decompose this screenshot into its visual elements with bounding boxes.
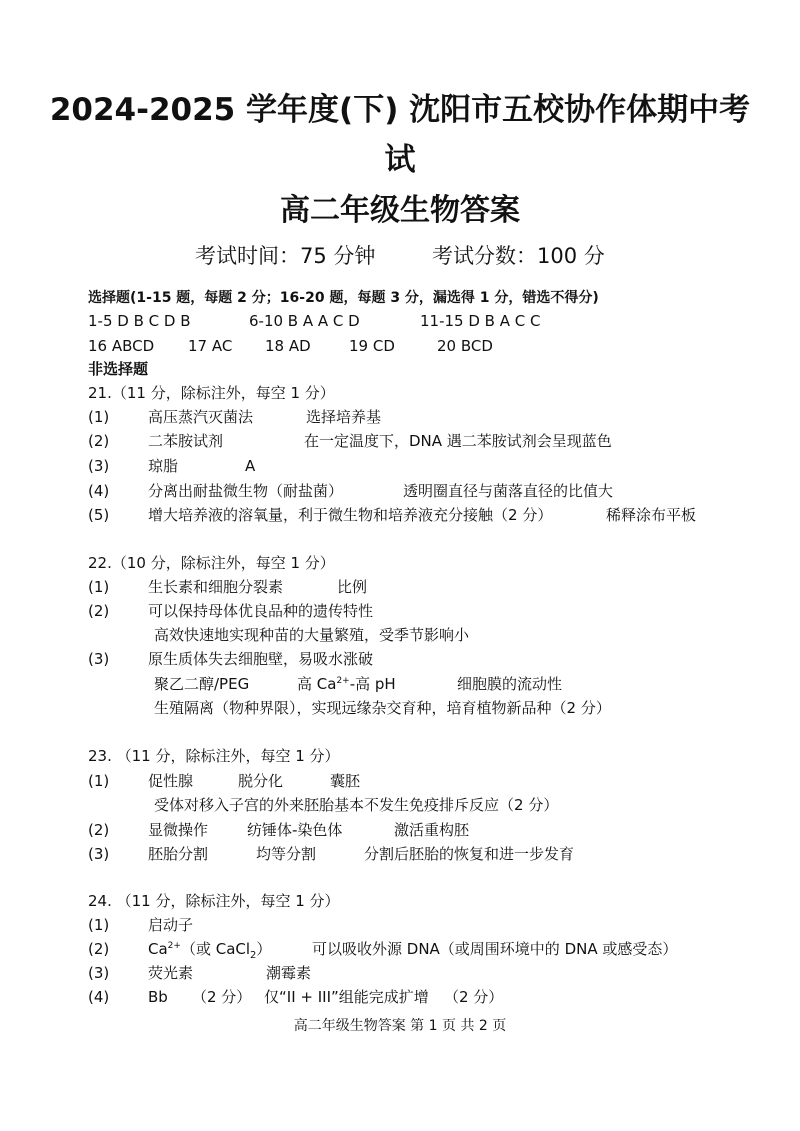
q22-2-answer-a: 可以保持母体优良品种的遗传特性	[148, 602, 374, 620]
q21-3-answer-a: 琼脂	[148, 457, 179, 475]
q21-3-number: (3)	[88, 457, 110, 475]
q21-1-number: (1)	[88, 408, 110, 426]
choice-heading: 选择题(1-15 题，每题 2 分；16-20 题，每题 3 分，漏选得 1 分，错选不得分)	[88, 290, 599, 306]
q21-5-answer-b: 稀释涂布平板	[606, 506, 697, 524]
q23-1-answer-a: 促性腺	[148, 772, 194, 790]
choice-answer-20: 20 BCD	[437, 337, 493, 355]
q24-2-ca-superscript: 2+	[167, 941, 181, 951]
q22-3-answer-d: 细胞膜的流动性	[457, 675, 563, 693]
document-title-continued: 试	[384, 142, 416, 178]
choice-answer-11-15: 11-15 D B A C C	[420, 312, 541, 330]
q24-1-number: (1)	[88, 916, 110, 934]
q23-3-number: (3)	[88, 845, 110, 863]
q23-2-number: (2)	[88, 821, 110, 839]
q23-1-answer-c: 囊胚	[330, 772, 361, 790]
document-subtitle: 高二年级生物答案	[280, 193, 520, 228]
exam-time: 考试时间：75 分钟	[195, 244, 376, 268]
q23-3-answer-a: 胚胎分割	[148, 845, 209, 863]
q22-3-answer-continued: 生殖隔离（物种界限），实现远缘杂交育种，培育植物新品种（2 分）	[154, 699, 611, 717]
q21-heading: 21.（11 分，除标注外，每空 1 分）	[88, 384, 335, 402]
q22-1-answer-a: 生长素和细胞分裂素	[148, 578, 284, 596]
q23-1-answer-continued: 受体对移入子宫的外来胚胎基本不发生免疫排斥反应（2 分）	[154, 796, 559, 814]
q22-3-answer-c-pre: 高 Ca	[297, 675, 337, 693]
q24-2-close-paren: ）	[256, 940, 272, 958]
q21-2-answer-a: 二苯胺试剂	[148, 432, 224, 450]
page-footer: 高二年级生物答案 第 1 页 共 2 页	[293, 1018, 507, 1034]
q24-3-answer-b: 潮霉素	[266, 964, 312, 982]
q22-3-answer-c-post: -高 pH	[349, 675, 396, 693]
q22-1-number: (1)	[88, 578, 110, 596]
q21-1-answer-b: 选择培养基	[306, 408, 382, 426]
choice-answer-1-5: 1-5 D B C D B	[88, 312, 191, 330]
q23-1-answer-b: 脱分化	[238, 772, 284, 790]
q21-4-answer-a: 分离出耐盐微生物（耐盐菌）	[148, 482, 344, 500]
q23-2-answer-a: 显微操作	[148, 821, 209, 839]
q24-4-answer-a: Bb	[148, 988, 168, 1006]
q21-5-number: (5)	[88, 506, 110, 524]
q24-2-ca: Ca	[148, 940, 168, 958]
q23-3-answer-b: 均等分割	[256, 845, 317, 863]
q24-2-answer-a	[148, 938, 271, 960]
choice-answer-19: 19 CD	[349, 337, 395, 355]
q23-heading: 23. （11 分，除标注外，每空 1 分）	[88, 747, 340, 765]
q21-2-answer-b: 在一定温度下，DNA 遇二苯胺试剂会呈现蓝色	[304, 432, 612, 450]
q24-2-cacl-subscript: 2	[250, 950, 257, 961]
q24-2-cacl: （或 CaCl	[180, 940, 251, 958]
q21-5-answer-a: 增大培养液的溶氧量，利于微生物和培养液充分接触（2 分）	[148, 506, 553, 524]
q23-2-answer-b: 纺锤体-染色体	[247, 821, 343, 839]
choice-answer-16: 16 ABCD	[88, 337, 155, 355]
q24-4-answer-b-score: （2 分）	[444, 988, 504, 1006]
q21-3-answer-b: A	[245, 457, 256, 475]
q22-2-answer-continued: 高效快速地实现种苗的大量繁殖，受季节影响小	[154, 626, 470, 644]
q23-3-answer-c: 分割后胚胎的恢复和进一步发育	[364, 845, 575, 863]
choice-answer-18: 18 AD	[265, 337, 311, 355]
q24-1-answer-a: 启动子	[148, 916, 194, 934]
q21-4-answer-b: 透明圈直径与菌落直径的比值大	[403, 482, 614, 500]
q24-2-answer-b: 可以吸收外源 DNA（或周围环境中的 DNA 或感受态）	[312, 940, 678, 958]
q21-1-answer-a: 高压蒸汽灭菌法	[148, 408, 254, 426]
q24-heading: 24. （11 分，除标注外，每空 1 分）	[88, 892, 340, 910]
q24-3-number: (3)	[88, 964, 110, 982]
document-title: 2024-2025 学年度(下) 沈阳市五校协作体期中考	[49, 92, 751, 128]
choice-answer-6-10: 6-10 B A A C D	[249, 312, 360, 330]
choice-answer-17: 17 AC	[188, 337, 233, 355]
q22-3-answer-c	[297, 673, 396, 695]
nonchoice-heading: 非选择题	[88, 360, 149, 378]
q22-3-answer-a: 原生质体失去细胞壁，易吸水涨破	[148, 650, 374, 668]
q24-2-number: (2)	[88, 940, 110, 958]
q24-4-answer-b: 仅“II + III”组能完成扩增	[264, 988, 429, 1006]
q22-2-number: (2)	[88, 602, 110, 620]
q21-4-number: (4)	[88, 482, 110, 500]
q24-4-number: (4)	[88, 988, 110, 1006]
q24-3-answer-a: 荧光素	[148, 964, 194, 982]
q24-4-answer-a-score: （2 分）	[192, 988, 252, 1006]
q22-3-number: (3)	[88, 650, 110, 668]
q22-1-answer-b: 比例	[337, 578, 368, 596]
q23-2-answer-c: 激活重构胚	[394, 821, 470, 839]
q21-2-number: (2)	[88, 432, 110, 450]
q22-heading: 22.（10 分，除标注外，每空 1 分）	[88, 554, 335, 572]
q22-3-answer-b: 聚乙二醇/PEG	[154, 675, 250, 693]
q22-3-answer-c-superscript: 2+	[336, 676, 350, 686]
q23-1-number: (1)	[88, 772, 110, 790]
exam-score: 考试分数：100 分	[432, 244, 605, 268]
